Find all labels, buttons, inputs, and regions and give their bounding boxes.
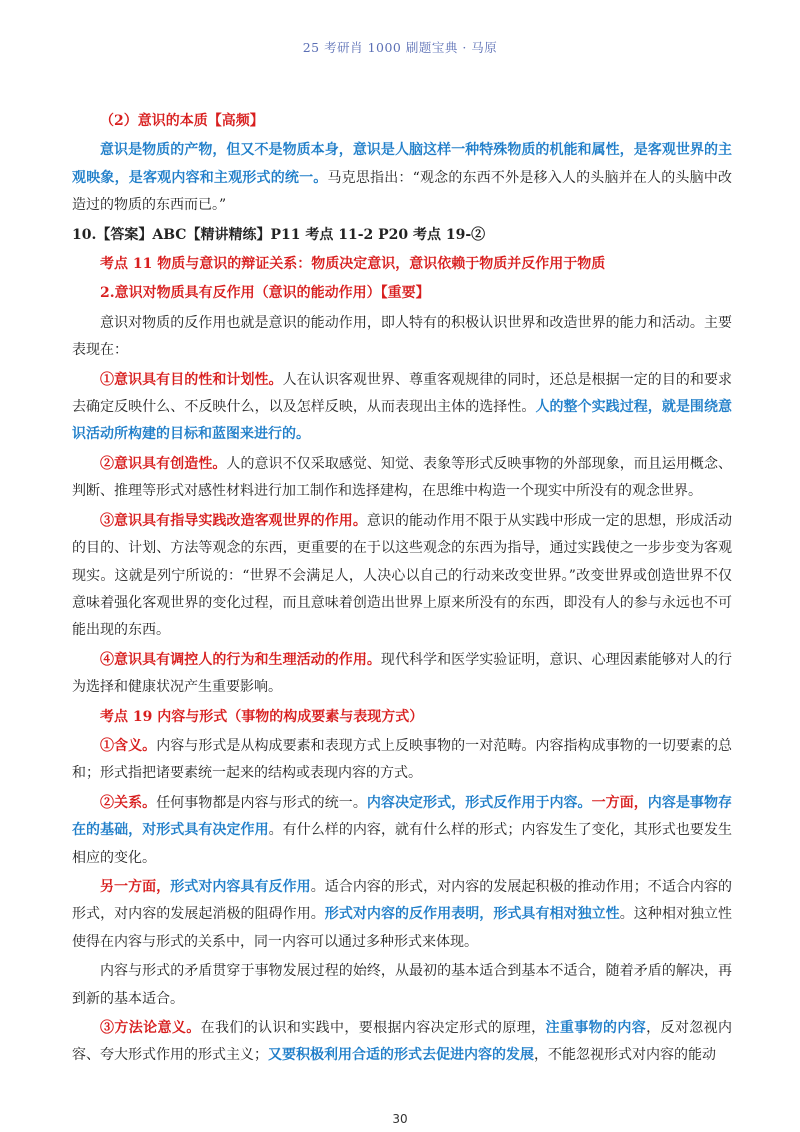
paragraph (72, 367, 732, 449)
emphasis-text: 10.【答案】ABC【精讲精练】P11 考点 11-2 P20 考点 19-② (72, 226, 486, 243)
emphasis-text: 考点 11 物质与意识的辩证关系：物质决定意识，意识依赖于物质并反作用于物质 (100, 256, 606, 273)
page-header: 25 考研肖 1000 刷题宝典 · 马原 (302, 40, 498, 55)
text-run: 现代科学和医学实验证明，意识、心理因素能够对人的行为选择和健康状况产生重要影响。 (72, 651, 733, 696)
page-number: 30 (392, 1112, 408, 1126)
paragraph (72, 508, 732, 645)
paragraph (72, 108, 732, 135)
emphasis-text: 意识是物质的产物，但又不是物质本身，意识是人脑这样一种特殊物质的机能和属性，是客观世界的主观映象，是客观内容和主观形式的统一。 (72, 142, 732, 186)
emphasis-text: 人的整个实践过程，就是围绕意识活动所构建的目标和蓝图来进行的。 (72, 399, 733, 443)
text-run: 任何事物都是内容与形式的统一。 (156, 794, 367, 811)
paragraph (72, 222, 732, 249)
emphasis-text: ④意识具有调控人的行为和生理活动的作用。 (100, 651, 381, 668)
emphasis-text: ③方法论意义。 (100, 1020, 201, 1036)
text-run: 意识对物质的反作用也就是意识的能动作用，即人特有的积极认识世界和改造世界的能力和活动。主要表现在： (72, 314, 732, 359)
emphasis-text: ①意识具有目的性和计划性。 (100, 371, 283, 388)
text-run: 意识的能动作用不限于从实践中形成一定的思想，形成活动的目的、计划、方法等观念的东西，更重要的在于以这些观念的东西为指导，通过实践使之一步步变为客观现实。这就是列宁所说的：“世界不会满足人，人决心以自己的行动来改变世界。”改变世界或创造世界不仅意味着强化客观世界的变化过程，而且意味着创造出世界上原来所没有的东西，即没有人的参与永远也不可能出现的东西。 (72, 512, 733, 639)
text-run: 。这种相对独立性使得在内容与形式的关系中，同一内容可以通过多种形式来体现。 (72, 906, 733, 950)
emphasis-text: 另一方面， (100, 878, 171, 895)
document-body (72, 108, 732, 1072)
paragraph (72, 137, 732, 219)
emphasis-text: （2）意识的本质【高频】 (100, 113, 264, 129)
paragraph (72, 251, 732, 278)
paragraph (72, 280, 732, 307)
text-run: 在我们的认识和实践中，要根据内容决定形式的原理， (200, 1020, 546, 1036)
emphasis-text: 又要积极利用合适的形式去促进内容的发展 (268, 1047, 534, 1064)
text-run: 马克思指出：“观念的东西不外是移入人的头脑并在人的头脑中改造过的物质的东西而已。” (72, 169, 733, 214)
text-run: 内容与形式是从构成要素和表现方式上反映事物的一对范畴。内容指构成事物的一切要素的总和；形式指把诸要素统一起来的结构或表现内容的方式。 (72, 737, 733, 782)
emphasis-text: ①含义。 (100, 737, 157, 754)
emphasis-text: 形式对内容的反作用表明，形式具有相对独立性 (324, 906, 620, 923)
emphasis-text: ②意识具有创造性。 (100, 455, 227, 472)
emphasis-text: 一方面， (591, 794, 648, 811)
paragraph (72, 874, 732, 956)
emphasis-text: ③意识具有指导实践改造客观世界的作用。 (100, 512, 367, 529)
paragraph (72, 647, 732, 702)
emphasis-text: 2.意识对物质具有反作用（意识的能动作用）【重要】 (100, 285, 430, 302)
text-run: 内容与形式的矛盾贯穿于事物发展过程的始终，从最初的基本适合到基本不适合，随着矛盾的解决，再到新的基本适合。 (72, 963, 732, 1007)
text-run: 。有什么样的内容，就有什么样的形式；内容发生了变化，其形式也要发生相应的变化。 (72, 822, 732, 866)
emphasis-text: 考点 19 内容与形式（事物的构成要素与表现方式） (100, 708, 424, 725)
text-run: ，不能忽视形式对内容的能动 (534, 1047, 716, 1064)
text-run: 人的意识不仅采取感觉、知觉、表象等形式反映事物的外部现象，而且运用概念、判断、推理等形式对感性材料进行加工制作和选择建构，在思维中构造一个现实中所没有的观念世界。 (72, 455, 733, 500)
emphasis-text: 注重事物的内容 (545, 1020, 647, 1036)
paragraph (72, 733, 732, 788)
paragraph (72, 1015, 732, 1070)
emphasis-text: 形式对内容具有反作用 (170, 878, 311, 895)
text-run: ，反对忽视内容、夸大形式作用的形式主义； (72, 1020, 733, 1064)
paragraph (72, 310, 732, 365)
emphasis-text: 内容是事物存在的基础，对形式具有决定作用 (72, 794, 733, 839)
text-run: 。适合内容的形式，对内容的发展起积极的推动作用；不适合内容的形式，对内容的发展起消极的阻碍作用。 (72, 878, 733, 923)
emphasis-text: ②关系。 (100, 794, 157, 811)
text-run: 人在认识客观世界、尊重客观规律的同时，还总是根据一定的目的和要求去确定反映什么、不反映什么，以及怎样反映，从而表现出主体的选择性。 (72, 371, 733, 416)
paragraph (72, 451, 732, 506)
paragraph (72, 958, 732, 1013)
paragraph (72, 704, 732, 731)
paragraph (72, 790, 732, 872)
emphasis-text: 内容决定形式，形式反作用于内容。 (366, 794, 592, 811)
